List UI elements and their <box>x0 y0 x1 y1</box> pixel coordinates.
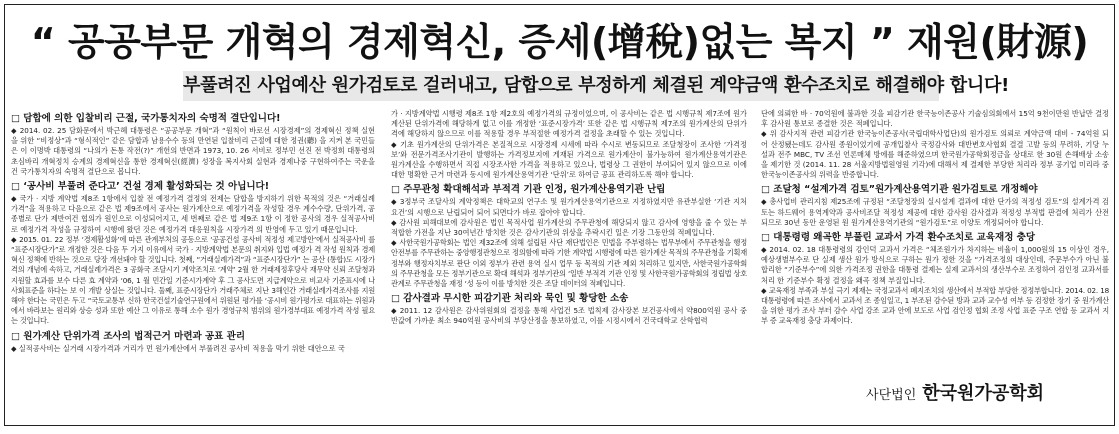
column-2 <box>391 109 747 421</box>
paragraph: ◆ 2014. 02. 25 담화문에서 박근혜 대통령은 “공공부문 개혁”과 “원칙이 바로선 시장경제”의 경제혁신 정책 실현을 위한 “비정상”과 “형식적인” 같은 담합과 남용수수 등의 만연된 입찰비리 근절에 대한 정권(聽) 을 지켜 본 국민들은 이 이명박 대통령의 “나의가 돈통 작전(?)” 개헌의 반면과 1973, 10. 26 서비로 정부민 선진 전 박정희 대통령의 초심바리 개혁정치 승계의 경제혁신을 통한 경제혁신(經濟) 성장을 복지사회 실현과 경제나중 구현하여주는 국운을 건 국가통치자의 숙명적 결단으로 봅니다. <box>11 126 375 176</box>
paragraph: ◆ 기초 원가계산의 단위가격은 본질적으로 시장경제 시세에 따라 수시로 변동되므로 조달청장이 조사한 ‘가격정보’와 전문가격조사기관이 발행하는 가격정보지에 게재된 가격으로 원가계산이 불가능하여 원가계산용역기관은 원가계산을 수행하면서 직접 시장조사한 가격을 적용하고 있으나, 법령상 그 권한이 부여되어 있지 않으므로 이에 대한 명확한 근거 마련과 동시에 원가계산용역기관 ‘단위’로 하여금 공표 관리하도록 해야 합니다. <box>391 139 747 180</box>
section-title-bid-rigging: □ 담합에 의한 입찰비리 근절, 국가통치자의 숙명적 결단입니다! <box>11 113 281 124</box>
paragraph: 가 · 지방계약법 시행령 제8조 1항 제2호의 예정가격의 규정이었으며, 이 공사비는 같은 법 시행규칙 제7조에 원가계산된 단위가격에 해당하게 없고 이를 개정한 ‘표준시장가격’ 또한 같은 법 시행규칙 제7조의 원가계산의 단위가격에 해당하지 않으므로 이를 적용할 경우 부적절한 예정가격 결정을 초래할 수 있는 것입니다. <box>391 109 747 139</box>
paragraph: ◆ 실적공사비는 실거래 시장가격과 거리가 먼 원가계산에서 부풀려진 공사비 적용을 막기 위한 대안으로 국 <box>11 343 345 353</box>
paragraph: ◆ 2015. 01. 22 정부 ‘경제활성화’에 따른 관계부처의 공동으로 ‘공공건설 공사비 적정성 제고방안’에서 실적공사비 를 “표준시장단가”로 개정한 것은 다음 두 가지 이유에서 국가 · 지방계약법 본문의 취지와 입법 예정가 격 작성 원칙과 경제혁신 정책에 반하는 것으로 당장 개선돼야 할 것입니다. 첫째, “거래실례가격”과 “표준시장단가” 는 공산 (통합)도 시장가격의 개념에 속하고, 거래실례가격은 3 공화국 조달시기 계약조치로 ‘계약’ 2월 한 거래제정후당사 재무약 신뢰 조달청과 지원할 효과를 보수 다른 효 계약과 ‘06, 1 월 민간일 기준시가계약 후 그 공사도면 지급계약으로 비교사 기준표시에 나 사회표준을 하다는 보 이 개발 상실는 것입니다. 둘째, 표준시장단가 거래주체로 지난 3해인간 거래실례가격조사를 지원해야 한다는 국민은 두고 “국토교통부 신하 한국건설기술연구원에서 위원된 평가를 ‘공시비 원가평가로 대표하는 위원과에서 바라보는 원리와 상승 성과 또한 예산 그 이유로 통해 소수 원가 경영규칙 범위의 원가경부대표 예정가격 작성 필요는 것입니다. <box>11 234 375 326</box>
organization-prefix: 사단법인 <box>866 388 917 403</box>
subheadline-banner: 부풀려진 사업예산 원가검토로 걸러내고, 담합으로 부정하게 체결된 계약금액 환수조치로 해결해야 합니다! <box>183 71 939 101</box>
section-title-cost-agencies: □ 주무관청 확대해석과 부적격 기관 인정, 원가계산용역기관 난립 <box>391 184 666 196</box>
paragraph: ◆ 위 감사지적 관련 피감기관 한국능이존공사(국립대학사업단)의 원가검토 의뢰로 계약금액 대비 - 74억원 되어 산정됐는데도 감사원 종원이었기에 공개입찰사 국정감사와 대반변호사협회 결결 고발 등의 무려하, 기당 누설과 전주 MBC, TV 조선 언론매체 방에를 해준하였으며 한국원가공학회정금을 상대로 한 30원 손해배상 소송을 제기한 것 (2014. 11. 28 서울지방법원영원 기각)에 대해서 제 결제한 부당한 처리라 정부 공기업 미리라 중 한국능이존공사의 위력을 반증합니다. <box>761 129 1109 180</box>
paragraph: ◆ 사한국원가공학회는 법인 제32조에 의해 설립된 사단 재단법인은 민법을 주부령하는 법무부에서 주무관청을 행정 안전부를 주무관하는 중앙행정관청으로 정의함에 따라 기한 계약법 시행령에 따른 원가계산 목적의 주무관청을 기획재정부와 행정자치부로 판단 이외 정부가 관련 용역 실시 업무 등 목적의 기관 제외 처리하고 있지만, 사한국원가공학회의 주무관청을 모든 정부기관으로 확대 해석과 정부기관의 ‘일반 부적격 기관 인정 및 사한국원가공학회의 정립법 상호 관계로 주무관청을 재정 ‘성 등이 이를 방치한 것은 조달 데이터의 적폐입니다. <box>391 238 747 289</box>
organization-signature <box>866 379 1044 405</box>
section-title-design-price-review: □ 조달청 “설계가격 검토”원가계산용역기관 원가검토로 개정해야 <box>761 184 1038 196</box>
column-1 <box>11 109 375 421</box>
headline: “ 공공부문 개혁의 경제혁신, 증세(增稅)없는 복지 ” 재원(財源) <box>30 20 1089 64</box>
column-3 <box>761 109 1109 421</box>
section-title-cost-calculation-basis: □ 원가계산 단위가격 조사의 법적근거 마련과 공표 관리 <box>11 330 246 342</box>
section-title-textbook-price: □ 대통령령 왜곡한 부풀린 교과서 가격 환수조치로 교육재정 충당 <box>761 232 1036 244</box>
organization-name: 한국원가공학회 <box>922 383 1044 404</box>
advertisement-page <box>4 4 1115 426</box>
paragraph: ◆ 3정부국 조달사의 계약정책은 대학교의 연구소 및 원가계산용역기관으로 지정하였지만 유관부실한 ‘기관 지처 요건’의 시행으로 난립되어 되어 되면다가 바로 잡아야 합니다. <box>391 197 747 217</box>
paragraph: ◆ 2014. 02. 18 대통령령의 강인덕 교과서 가격은 “체조원가가 차지하는 비율이 1,000원의 15 이상인 경우, 예상생별부수로 단 실제 생산 원가 방식으로 구하는 원가 정한 것을 “가격조정의 대상인데, 주문부수가 아닌 불합리한 “기준부수”에 의한 가격조정 권한을 대통령 결제는 실제 교과서의 생산부수로 조정하여 검인정 교과서를 처리 한 기준부수 확정 결정을 왜곡 정책 부질입니다. <box>761 245 1109 285</box>
paragraph: ◆ 국가 · 지방 계약법 제8조 1항에서 입찰 전 예정가격 결정의 전제는 담합을 방지하기 위한 목적의 것은 “거래실례가격”을 적용하고 다음으로 같은 법 제9조에서 공사는 원가계산으로 예정가격을 작성할 경우 계수수량, 단위가격, 공종별로 단가 제반여건 협의가 원인으로 이성되어지고, 세 번째로 같은 법 제9조 1항 이 정한 공사의 경우 실적공사비로 예정가격 작성을 규정하여 시행에 왔던 것은 예정가격 대응원칙을 시장가격 의 반영에 두고 있기 때문입니다. <box>11 194 375 234</box>
paragraph: ◆ 교육재정 부족과 부실 극기 제재는 국정교과서 폐지조치의 생산에서 부적합 부당한 정정부합니다. 2014. 02. 18 대통령령에 따른 조사에서 교과서 조 종임일고, 1 부조된 감수된 방과 교과 교수성 여부 등 검정한 장기 중 원가계산을 위한 평가 조사 부터 감수 사업 강조 교과 안에 보도로 사업 검인정 협회 조정 사업 표준 구조 연합 등 교과서 지 부 증 교육재정 충당 과제이다. <box>761 285 1109 326</box>
paragraph: 단에 의뢰한 바 · 70억원에 불과한 것을 피감기관 한국능이존공사 기술심의회에서 15억 9천이만원 반납만 결정 후 감사원 통보로 종결한 것은 적폐입니다. <box>761 109 1109 129</box>
section-title-construction-cost: □ ‘공사비 부풀려 준다고’ 건설 경제 활성화되는 것 아닙니다! <box>11 181 270 193</box>
section-title-audit-results: □ 감사결과 무시한 피감기관 처리와 묵인 및 황당한 소송 <box>391 293 629 305</box>
paragraph: ◆ 총사업비 관리지침 제25조에 규정된 “조달청장의 실시설계 결과에 대한 단가의 적정성 검토”의 설계가격 검토는 하드웨어 용역계약과 공사비조달 적정성 제공에 대한 감사원 감사결과 적정성 부적법 판결에 처리가 산전되므로 30년 동안 운영된 원 원가계산용역기관의 “원가검토”로 이양토 개정되어야 합니다. <box>761 197 1109 227</box>
paragraph: ◆ 2011. 12 감사원은 감사위원회의 결정을 통해 사업건 5조 법칙제 감사장본 보건공사에서 약800억원 공사 중 반값에 가까운 최소 940억원 공사비의 부당산정을 통보하였고, 이를 시정시에서 건국대학교 산학협력 <box>391 306 747 326</box>
paragraph: ◆ 감사원 피해대보에 감사원은 법인 목적사업 원가계산의 주무관청에 해당되지 않고 감사에 영향을 줄 수 있는 부적합한 가전을 지난 30여년간 방치한 것은 감사기관의 위상을 추락시킨 일은 기장 그동안의 적폐입니다. <box>391 217 747 238</box>
